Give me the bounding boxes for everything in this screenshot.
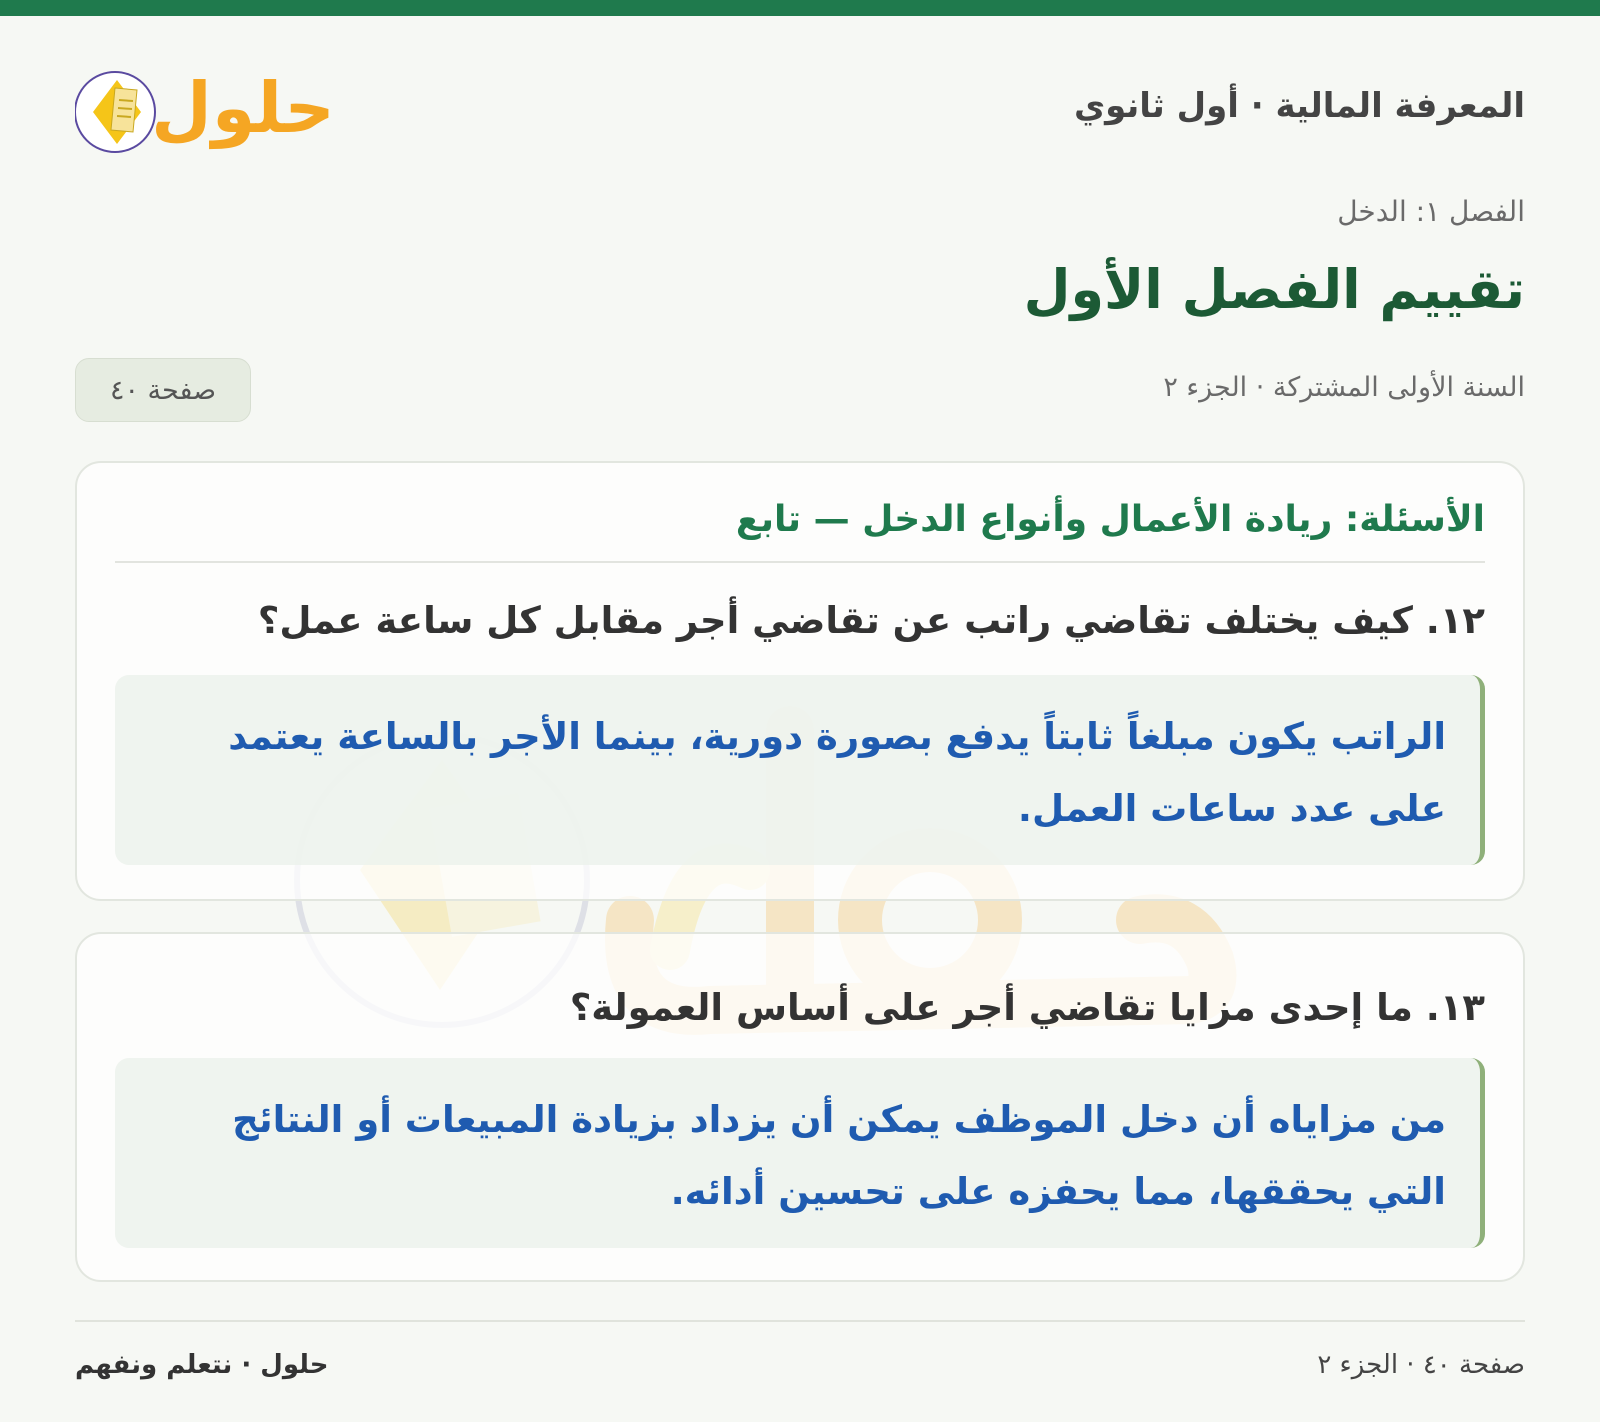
page-header [75, 52, 1525, 162]
question-text: ١٢. كيف يختلف تقاضي راتب عن تقاضي أجر مقابل كل ساعة عمل؟ [257, 599, 1485, 642]
page-number-badge: صفحة ٤٠ [75, 358, 251, 422]
logo-icon [75, 52, 335, 162]
question-card [75, 461, 1525, 901]
answer-box: الراتب يكون مبلغاً ثابتاً يدفع بصورة دورية، بينما الأجر بالساعة يعتمد على عدد ساعات العمل. [115, 675, 1485, 865]
chapter-meta: السنة الأولى المشتركة · الجزء ٢ [1163, 372, 1525, 403]
course-title: المعرفة المالية · أول ثانوي [1073, 86, 1525, 126]
footer-divider [75, 1320, 1525, 1322]
footer-page-info: صفحة ٤٠ · الجزء ٢ [1317, 1350, 1525, 1380]
question-text: ١٣. ما إحدى مزايا تقاضي أجر على أساس العمولة؟ [569, 986, 1485, 1029]
answer-box: من مزاياه أن دخل الموظف يمكن أن يزداد بزيادة المبيعات أو النتائج التي يحققها، مما يحفزه على تحسين أدائه. [115, 1058, 1485, 1248]
page-title: تقييم الفصل الأول [1023, 258, 1525, 321]
chapter-label: الفصل ١: الدخل [1337, 195, 1525, 228]
question-card [75, 932, 1525, 1282]
footer-brand: حلول · نتعلم ونفهم [75, 1350, 329, 1380]
section-heading: الأسئلة: ريادة الأعمال وأنواع الدخل — تابع [115, 499, 1485, 563]
top-accent-bar [0, 0, 1600, 16]
svg-text:حلول: حلول [151, 67, 335, 149]
